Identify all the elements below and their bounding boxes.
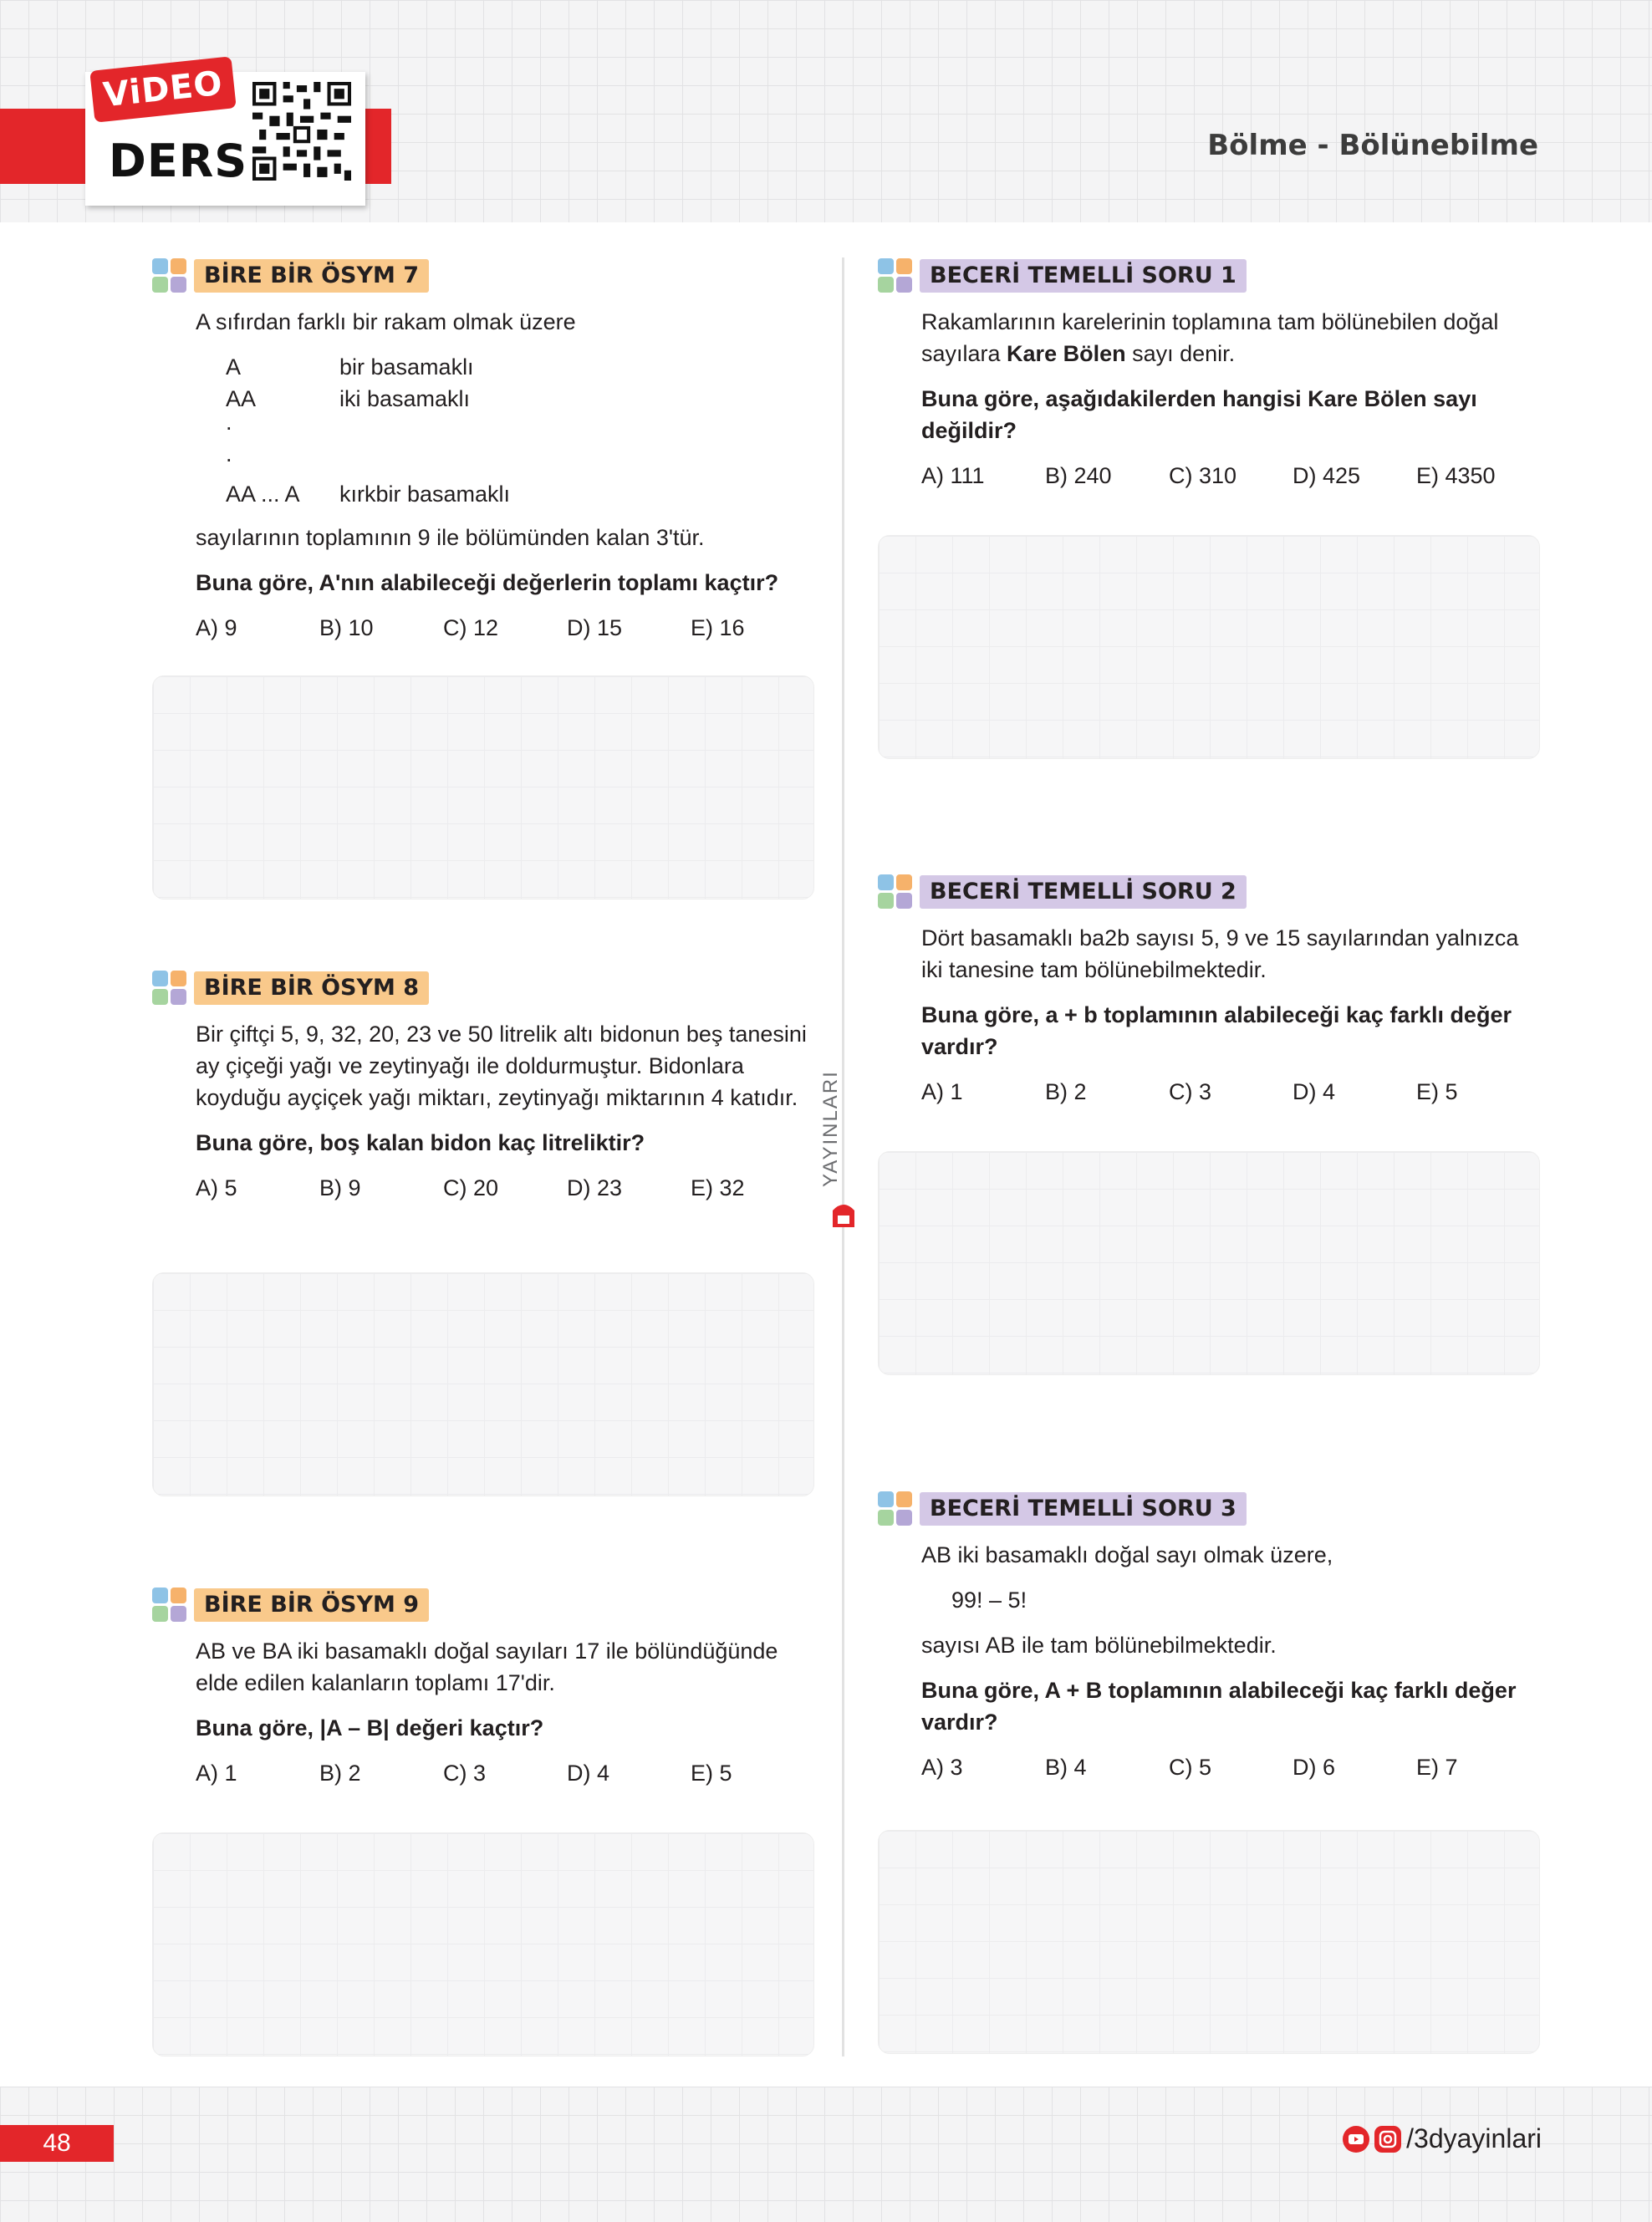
question-body <box>921 306 1540 492</box>
question-body <box>196 1018 814 1204</box>
choice-d[interactable]: D) 4 <box>1293 1079 1336 1104</box>
question-prompt: Buna göre, |A – B| değeri kaçtır? <box>196 1715 544 1740</box>
question-body <box>921 1539 1540 1783</box>
solution-area[interactable] <box>878 535 1540 759</box>
solution-area[interactable] <box>152 1832 814 2056</box>
question-tag <box>152 1587 429 1623</box>
choice-c[interactable]: C) 3 <box>443 1761 487 1786</box>
number-structure-table <box>226 351 510 510</box>
solution-area[interactable] <box>152 1272 814 1496</box>
question-statement: sayısı AB ile tam bölünebilmektedir. <box>921 1633 1277 1658</box>
solution-area[interactable] <box>152 675 814 900</box>
choice-e[interactable]: E) 5 <box>1416 1079 1458 1104</box>
tag-label: BECERİ TEMELLİ SORU 1 <box>920 259 1247 293</box>
answer-choices <box>196 612 814 644</box>
publisher-logo-icon <box>829 1199 858 1232</box>
row-desc <box>339 446 510 478</box>
choice-c[interactable]: C) 5 <box>1169 1755 1212 1780</box>
choice-e[interactable]: E) 16 <box>691 615 745 640</box>
choice-c[interactable]: C) 310 <box>1169 463 1237 488</box>
tag-label: BECERİ TEMELLİ SORU 3 <box>920 1492 1247 1526</box>
question-intro: AB iki basamaklı doğal sayı olmak üzere, <box>921 1542 1333 1567</box>
question-body <box>921 922 1540 1108</box>
row-number: . <box>226 410 232 435</box>
page-number: 48 <box>0 2125 114 2162</box>
question-body <box>196 1635 814 1789</box>
question-prompt: Buna göre, A + B toplamının alabileceği kaç farklı değer vardır? <box>921 1678 1517 1735</box>
row-desc <box>339 415 510 446</box>
choice-b[interactable]: B) 240 <box>1045 463 1112 488</box>
question-text: AB ve BA iki basamaklı doğal sayıları 17 ile bölündüğünde elde edilen kalanların toplamı 17'dir. <box>196 1638 778 1695</box>
choice-d[interactable]: D) 4 <box>567 1761 610 1786</box>
video-badge: ViDEO <box>89 56 237 122</box>
choice-e[interactable]: E) 5 <box>691 1761 732 1786</box>
math-expression: 99! – 5! <box>951 1588 1027 1613</box>
chapter-title: Bölme - Bölünebilme <box>1207 129 1538 162</box>
choice-c[interactable]: C) 20 <box>443 1175 499 1200</box>
choice-a[interactable]: A) 1 <box>196 1761 237 1786</box>
choice-e[interactable]: E) 4350 <box>1416 463 1496 488</box>
answer-choices <box>921 1751 1540 1783</box>
choice-a[interactable]: A) 3 <box>921 1755 963 1780</box>
instagram-icon[interactable] <box>1374 2126 1401 2153</box>
tag-label: BECERİ TEMELLİ SORU 2 <box>920 875 1247 909</box>
answer-choices <box>921 1076 1540 1108</box>
question-text: Bir çiftçi 5, 9, 32, 20, 23 ve 50 litrelik altı bidonun beş tanesini ay çiçeği yağı ve zeytinyağı ile doldurmuştur. Bidonlara koyduğu ayçiçek yağı miktarı, zeytinyağı miktarının 4 katıdır. <box>196 1022 807 1110</box>
youtube-icon[interactable] <box>1343 2126 1369 2153</box>
choice-d[interactable]: D) 425 <box>1293 463 1361 488</box>
question-tag <box>152 257 429 294</box>
question-statement: sayılarının toplamının 9 ile bölümünden kalan 3'tür. <box>196 525 705 550</box>
choice-b[interactable]: B) 9 <box>319 1175 361 1200</box>
choice-b[interactable]: B) 2 <box>1045 1079 1087 1104</box>
answer-choices <box>196 1757 814 1789</box>
term-kare-bolen: Kare Bölen <box>1007 341 1126 366</box>
tag-label: BİRE BİR ÖSYM 7 <box>194 259 429 293</box>
choice-c[interactable]: C) 12 <box>443 615 499 640</box>
answer-choices <box>921 460 1540 492</box>
choice-a[interactable]: A) 5 <box>196 1175 237 1200</box>
choice-d[interactable]: D) 23 <box>567 1175 623 1200</box>
social-handle[interactable]: /3dyayinlari <box>1406 2123 1542 2153</box>
choice-c[interactable]: C) 3 <box>1169 1079 1212 1104</box>
tag-label: BİRE BİR ÖSYM 9 <box>194 1588 429 1622</box>
row-number: A <box>226 354 242 380</box>
choice-a[interactable]: A) 111 <box>921 463 985 488</box>
grid-squares-icon <box>152 258 187 293</box>
choice-e[interactable]: E) 7 <box>1416 1755 1458 1780</box>
qr-code-icon[interactable] <box>252 82 351 181</box>
grid-squares-icon <box>152 1588 187 1623</box>
question-tag <box>152 970 429 1007</box>
choice-b[interactable]: B) 4 <box>1045 1755 1087 1780</box>
solution-area[interactable] <box>878 1151 1540 1375</box>
video-lesson-logo[interactable] <box>85 64 365 206</box>
row-desc: kırkbir basamaklı <box>339 482 511 507</box>
question-text: Rakamlarının karelerinin toplamına tam bölünebilen doğal sayılara Kare Bölen sayı denir. <box>921 309 1499 366</box>
question-intro: A sıfırdan farklı bir rakam olmak üzere <box>196 309 576 334</box>
question-tag <box>878 1491 1247 1527</box>
choice-d[interactable]: D) 15 <box>567 615 623 640</box>
row-number: . <box>226 441 232 466</box>
question-tag <box>878 874 1247 910</box>
choice-b[interactable]: B) 2 <box>319 1761 361 1786</box>
page-footer <box>0 2087 1652 2222</box>
choice-a[interactable]: A) 9 <box>196 615 237 640</box>
question-tag <box>878 257 1247 294</box>
question-prompt: Buna göre, boş kalan bidon kaç litreliktir? <box>196 1130 645 1155</box>
publisher-label: YAYINLARI <box>819 1070 842 1187</box>
choice-e[interactable]: E) 32 <box>691 1175 745 1200</box>
choice-a[interactable]: A) 1 <box>921 1079 963 1104</box>
row-number: AA ... A <box>226 482 300 507</box>
question-prompt: Buna göre, aşağıdakilerden hangisi Kare Bölen sayı değildir? <box>921 386 1477 443</box>
answer-choices <box>196 1172 814 1204</box>
question-body <box>196 306 814 644</box>
choice-d[interactable]: D) 6 <box>1293 1755 1336 1780</box>
grid-squares-icon <box>878 1491 913 1526</box>
social-links <box>1343 2123 1542 2154</box>
row-desc: iki basamaklı <box>339 386 471 411</box>
page-header <box>0 0 1652 222</box>
grid-squares-icon <box>878 258 913 293</box>
grid-squares-icon <box>152 971 187 1006</box>
ders-label: DERS <box>109 135 248 187</box>
grid-squares-icon <box>878 874 913 910</box>
row-number: AA <box>226 386 257 411</box>
row-desc: bir basamaklı <box>339 354 474 380</box>
question-text: Dört basamaklı ba2b sayısı 5, 9 ve 15 sayılarından yalnızca iki tanesine tam bölünebilmektedir. <box>921 925 1519 982</box>
tag-label: BİRE BİR ÖSYM 8 <box>194 971 429 1005</box>
choice-b[interactable]: B) 10 <box>319 615 374 640</box>
question-prompt: Buna göre, a + b toplamının alabileceği kaç farklı değer vardır? <box>921 1002 1512 1059</box>
question-prompt: Buna göre, A'nın alabileceği değerlerin toplamı kaçtır? <box>196 570 779 595</box>
solution-area[interactable] <box>878 1830 1540 2054</box>
